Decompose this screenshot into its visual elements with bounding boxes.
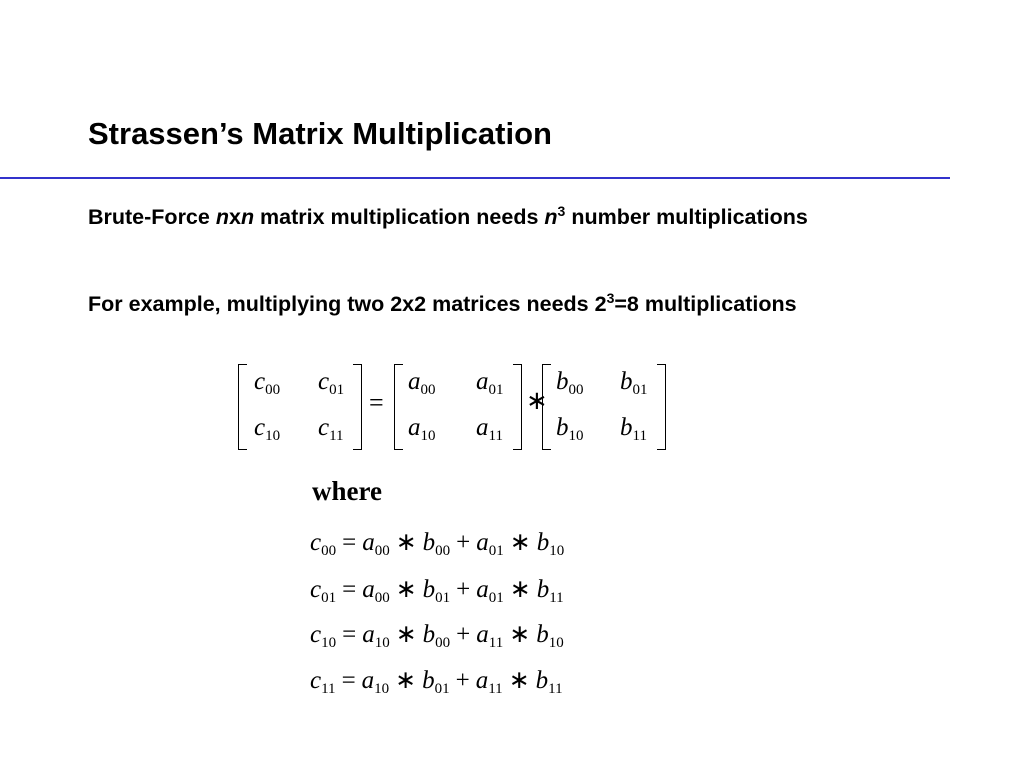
bullet2-text-before: For example, multiplying two 2x2 matrices needs 2 <box>88 292 607 316</box>
matrix-equation <box>238 362 678 454</box>
matrix-c-left-bracket <box>238 364 247 450</box>
matrix-b-cell-11: $b_{11}$ <box>620 414 647 444</box>
equation-c10: $c_{10} = a_{10}$ ∗ $b_{00} + a_{11}$ ∗ $b_{10}$ <box>310 621 564 651</box>
matrix-a-cell-10: $a_{10}$ <box>408 414 436 444</box>
matrix-c-cell-01: $c_{01}$ <box>318 368 345 398</box>
matrix-a <box>394 362 522 452</box>
bullet1-n3: n <box>544 205 558 229</box>
matrix-b-cell-10: $b_{10}$ <box>556 414 584 444</box>
matrix-c-right-bracket <box>353 364 362 450</box>
matrix-c <box>238 362 362 452</box>
matrix-c-cell-10: $c_{10}$ <box>254 414 281 444</box>
matrix-a-cell-01: $a_{01}$ <box>476 368 504 398</box>
bullet2-exponent: 3 <box>606 290 615 306</box>
bullet1-exponent: 3 <box>557 203 566 219</box>
matrix-a-cell-11: $a_{11}$ <box>476 414 503 444</box>
slide-title: Strassen’s Matrix Multiplication <box>88 116 552 151</box>
bullet1-n1: n <box>215 205 229 229</box>
matrix-b-cell-00: $b_{00}$ <box>556 368 584 398</box>
where-label: where <box>312 476 382 506</box>
bullet-brute-force <box>88 202 885 232</box>
bullet1-x: x <box>228 205 241 229</box>
bullet2-text-after: =8 multiplications <box>614 292 797 316</box>
equation-c11: $c_{11} = a_{10}$ ∗ $b_{01} + a_{11}$ ∗ $b_{11}$ <box>310 667 563 697</box>
bullet-example <box>88 289 885 319</box>
equation-c00: $c_{00} = a_{00}$ ∗ $b_{00} + a_{01}$ ∗ $b_{10}$ <box>310 529 565 559</box>
matrix-b-left-bracket <box>542 364 551 450</box>
matrix-c-cell-00: $c_{00}$ <box>254 368 281 398</box>
title-divider <box>0 177 950 179</box>
equation-c01: $c_{01} = a_{00}$ ∗ $b_{01} + a_{01}$ ∗ $b_{11}$ <box>310 576 564 606</box>
bullet1-text-after: number multiplications <box>565 205 808 229</box>
matrix-a-right-bracket <box>513 364 522 450</box>
matrix-b-right-bracket <box>657 364 666 450</box>
bullet1-n2: n <box>240 205 255 229</box>
matrix-a-left-bracket <box>394 364 403 450</box>
matrix-b-cell-01: $b_{01}$ <box>620 368 648 398</box>
matrix-b <box>542 362 666 452</box>
matrix-multiply-sign: ∗ <box>526 386 548 415</box>
matrix-equals-sign: = <box>369 388 384 417</box>
matrix-c-cell-11: $c_{11}$ <box>318 414 344 444</box>
matrix-a-cell-00: $a_{00}$ <box>408 368 436 398</box>
bullet1-text-before: Brute-Force <box>88 205 216 229</box>
bullet1-text-middle: matrix multiplication needs <box>254 205 545 229</box>
